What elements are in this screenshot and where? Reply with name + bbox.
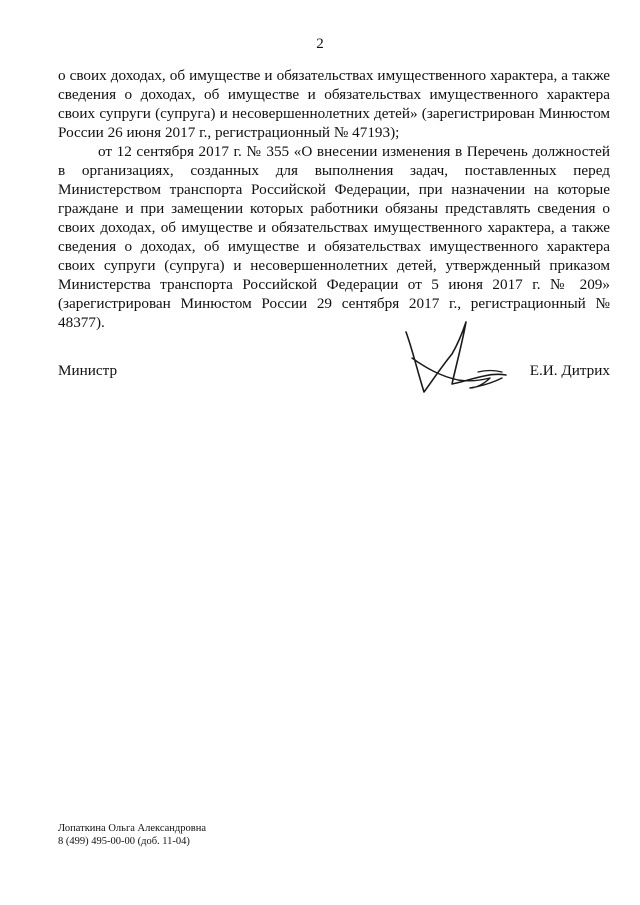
contact-name: Лопаткина Ольга Александровна	[58, 823, 207, 834]
body-text	[58, 66, 610, 332]
signature-row	[58, 362, 610, 386]
signer-title: Министр	[58, 362, 118, 379]
contact-info	[58, 822, 206, 848]
signer-name: Е.И. Дитрих	[529, 362, 610, 379]
handwritten-signature	[390, 318, 520, 400]
paragraph-1: о своих доходах, об имуществе и обязательствах имущественного характера, а также сведения о доходах, об имуществе и обязательствах имущественного характера своих супруги (супруга) и несовершеннолетних детей» (зарегистрирован Минюстом России 26 июня 2017 г., регистрационный № 47193);	[58, 67, 610, 141]
signature-stroke-main	[406, 322, 506, 392]
page-number: 2	[316, 36, 324, 52]
contact-phone: 8 (499) 495-00-00 (доб. 11-04)	[58, 836, 190, 847]
paragraph-2: от 12 сентября 2017 г. № 355 «О внесении изменения в Перечень должностей в организациях, созданных для выполнения задач, поставленных перед Министерством транспорта Российской Федерации, при назначении на которые граждане и при замещении которых работники обязаны представлять сведения о своих доходах, об имуществе и обязательствах имущественного характера, а также сведения о доходах, об имуществе и обязательствах имущественного характера своих супруги (супруга) и несовершеннолетних детей, утвержденный приказом Министерства транспорта Российской Федерации от 5 июня 2017 г. № 209» (зарегистрирован Минюстом России 29 сентября 2017 г., регистрационный № 48377).	[58, 143, 610, 331]
signature-stroke-tail	[478, 371, 502, 373]
